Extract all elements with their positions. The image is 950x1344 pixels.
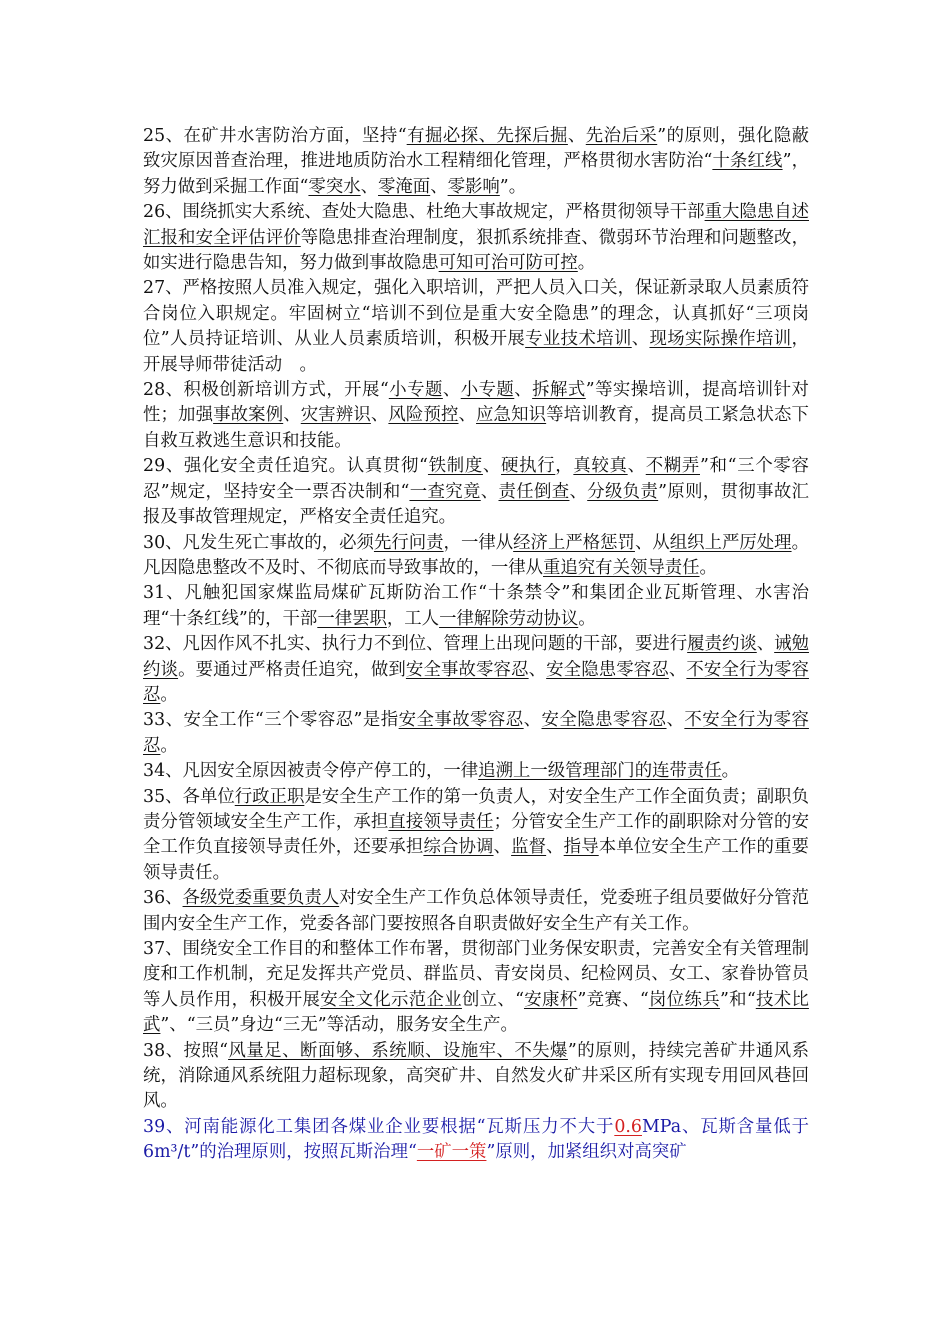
text-run: 29、强化安全责任追究。认真贯彻“ xyxy=(143,456,428,477)
text-run: 、 xyxy=(523,710,542,731)
paragraph-28 xyxy=(143,378,809,454)
underlined-term: 铁制度 xyxy=(427,456,483,477)
underlined-term: 现场实际操作培训 xyxy=(649,329,792,350)
text-run: 28、积极创新培训方式，开展“ xyxy=(143,380,389,401)
text-run: 、 xyxy=(442,380,461,401)
paragraph-25 xyxy=(143,124,809,200)
text-run: ， xyxy=(555,456,574,477)
text-run: 、 xyxy=(569,481,588,502)
paragraph-39 xyxy=(143,1115,809,1166)
text-run: 。 xyxy=(160,735,178,756)
text-run: 、 xyxy=(360,176,379,197)
underlined-term: 可知可治可防可控 xyxy=(438,253,578,274)
text-run: 、从 xyxy=(634,532,670,553)
text-run: 、 xyxy=(631,329,650,350)
text-run: 36、 xyxy=(143,888,183,909)
text-run: 。 xyxy=(160,684,178,705)
text-run: ”等实操培训，提高培训针对性；加强 xyxy=(143,380,809,426)
text-run: ”，努力做到采掘工作面“ xyxy=(143,151,809,197)
paragraph-27 xyxy=(143,276,809,378)
underlined-term: 经济上严格惩罚 xyxy=(513,532,635,553)
text-run: 。 xyxy=(721,761,740,782)
underlined-term: 0.6 xyxy=(614,1116,642,1137)
underlined-term: 拆解式 xyxy=(532,380,586,401)
text-run: 27、严格按照人员准入规定，强化入职培训，严把人员入口关，保证新录取人员素质符合岗位入职规定。牢固树立“培训不到位是重大安全隐患”的理念，认真抓好“三项岗位”人员持证培训、从业人员素质培训，积极开展 xyxy=(143,278,809,350)
underlined-term: 组织上严厉处理 xyxy=(669,532,792,553)
text-run: 、 xyxy=(370,405,389,426)
underlined-term: 硬执行 xyxy=(501,456,556,477)
underlined-term: 风险预控 xyxy=(388,405,459,426)
text-run: 等培训教育，提高员工紧急状态下自救互救逃生意识和技能。 xyxy=(143,405,809,451)
text-run: 、 xyxy=(458,405,477,426)
paragraph-26 xyxy=(143,200,809,276)
text-run: 、 xyxy=(493,837,512,858)
text-run: ”的原则，强化隐蔽致灾原因普查治理，推进地质防治水工程精细化管理，严格贯彻水害防治“ xyxy=(143,126,809,172)
underlined-term: 分级负责 xyxy=(587,481,659,502)
underlined-term: 十条红线 xyxy=(712,151,783,172)
underlined-term: 真较真 xyxy=(573,456,628,477)
paragraph-38 xyxy=(143,1039,809,1115)
text-run: 34、凡因安全原因被责令停产停工的，一律 xyxy=(143,761,479,782)
text-run: 、 xyxy=(482,456,502,477)
underlined-term: 风量足、断面够、系统顺、设施牢、不失爆 xyxy=(228,1040,568,1061)
paragraph-31 xyxy=(143,581,809,632)
text-run: ”原则，加紧组织对高突矿 xyxy=(486,1142,687,1163)
text-run: 25、在矿井水害防治方面，坚持“ xyxy=(143,126,407,146)
underlined-term: 不安全行为零容忍 xyxy=(143,710,809,756)
text-run: ；分管安全生产工作的副职除对分管的安全工作负直接领导责任外，还要承担 xyxy=(143,811,809,858)
underlined-term: 履责约谈 xyxy=(687,634,757,655)
underlined-term: 监督 xyxy=(511,837,547,858)
text-run: 、 xyxy=(514,380,533,401)
text-run: ，一律从 xyxy=(443,532,514,553)
underlined-term: 事故案例 xyxy=(213,405,284,426)
underlined-term: 专业技术培训 xyxy=(525,329,632,350)
underlined-term: 零影响 xyxy=(447,176,500,197)
paragraph-32 xyxy=(143,632,809,708)
underlined-term: 一矿一策 xyxy=(416,1142,487,1163)
text-run: 等隐患排查治理制度，狠抓系统排查、微弱环节治理和问题整改，如实进行隐患告知，努力做到事故隐患 xyxy=(143,227,809,274)
underlined-term: 零淹面 xyxy=(378,176,431,197)
text-run: ”。 xyxy=(499,176,527,197)
text-run: 、 xyxy=(430,176,448,197)
text-run: ，工人 xyxy=(386,608,440,629)
text-run: ，开展导师带徒活动 。 xyxy=(143,329,809,375)
text-run: 是安全生产工作的第一负责人，对安全生产工作全面负责；副职负责分管领域安全生产工作，承担 xyxy=(143,786,809,832)
text-run: 37、围绕安全工作目的和整体工作布署，贯彻部门业务保安职责，完善安全有关管理制度和工作机制，充足发挥共产党员、群监员、青安岗员、纪检网员、女工、家眷协管员等人员作用，积极开展 xyxy=(143,939,809,1010)
text-run: 、 xyxy=(666,710,685,731)
underlined-term: 小专题 xyxy=(460,380,515,401)
paragraph-37 xyxy=(143,937,809,1039)
text-run: 。凡因隐患整改不及时、不彻底而导致事故的，一律从 xyxy=(143,532,809,578)
text-run: MPa、瓦斯含量低于6m³/t”的治理原则，按照瓦斯治理“ xyxy=(143,1116,809,1163)
text-run: ”和“三个零容忍”规定，坚持安全一票否决制和“ xyxy=(143,456,809,502)
underlined-term: 安全事故零容忍 xyxy=(405,659,529,680)
underlined-term: 先行问责 xyxy=(373,532,444,553)
underlined-term: 直接领导责任 xyxy=(388,811,494,832)
text-run: 35、各单位 xyxy=(143,786,235,807)
underlined-term: 安全隐患零容忍 xyxy=(541,710,667,731)
text-run: 、 xyxy=(546,837,564,858)
underlined-term: 责任倒查 xyxy=(498,481,570,502)
text-run: 39、河南能源化工集团各煤业企业要根据“瓦斯压力不大于 xyxy=(143,1116,615,1137)
underlined-term: 重大隐患自述汇报和安全评估评价 xyxy=(143,202,809,248)
underlined-term: 安全文化示范企业 xyxy=(320,989,462,1010)
paragraph-29 xyxy=(143,454,809,530)
underlined-term: 小专题 xyxy=(388,380,443,401)
underlined-term: 安全事故零容忍 xyxy=(398,710,524,731)
text-run: 30、凡发生死亡事故的，必须 xyxy=(143,532,374,553)
paragraph-35 xyxy=(143,785,809,887)
text-run: 。 xyxy=(578,608,596,629)
underlined-term: 零突水 xyxy=(308,176,361,197)
text-run: ”和“ xyxy=(719,989,756,1010)
text-run: ”原则，贯彻事故汇报及事故管理规定，严格安全责任追究。 xyxy=(143,481,809,528)
underlined-term: 技术比武 xyxy=(143,989,809,1036)
text-run: 、 xyxy=(627,456,646,477)
paragraph-30 xyxy=(143,531,809,582)
text-run: 、 xyxy=(756,634,775,655)
underlined-term: 岗位练兵 xyxy=(648,989,720,1010)
underlined-term: 行政正职 xyxy=(234,786,305,807)
underlined-term: 应急知识 xyxy=(476,405,547,426)
text-run: 本单位安全生产工作的重要领导责任。 xyxy=(143,837,809,883)
underlined-term: 安康杯 xyxy=(523,989,578,1010)
underlined-term: 一律罢职 xyxy=(317,608,387,629)
text-run: 、 xyxy=(567,126,586,146)
underlined-term: 各级党委重要负责人 xyxy=(182,888,340,909)
text-run: 创立、“ xyxy=(461,989,524,1010)
paragraph-36 xyxy=(143,886,809,937)
underlined-term: 不安全行为零容忍 xyxy=(143,659,809,705)
paragraph-34 xyxy=(143,759,809,784)
text-run: 33、安全工作“三个零容忍”是指 xyxy=(143,710,399,731)
document-page xyxy=(143,124,809,1166)
underlined-term: 一律解除劳动协议 xyxy=(439,608,579,629)
text-run: 。要通过严格责任追究，做到 xyxy=(178,659,406,680)
text-run: 、 xyxy=(528,659,547,680)
underlined-term: 灾害辨识 xyxy=(300,405,371,426)
paragraph-33 xyxy=(143,708,809,759)
text-run: ”竞赛、“ xyxy=(577,989,649,1010)
text-run: 。 xyxy=(577,253,596,274)
underlined-term: 有掘必探、先探后掘 xyxy=(406,126,568,146)
underlined-term: 综合协调 xyxy=(423,837,494,858)
underlined-term: 追溯上一级管理部门的连带责任 xyxy=(478,761,722,782)
text-run: 38、按照“ xyxy=(143,1040,229,1061)
text-run: 、 xyxy=(283,405,301,426)
text-run: 31、凡触犯国家煤监局煤矿瓦斯防治工作“十条禁令”和集团企业瓦斯管理、水害治理“十条红线”的，干部 xyxy=(143,583,809,629)
text-run: 、 xyxy=(668,659,687,680)
text-run: 。 xyxy=(699,557,717,578)
text-run: ”、“三员”身边“三无”等活动，服务安全生产。 xyxy=(160,1015,518,1036)
underlined-term: 重追究有关领导责任 xyxy=(543,557,700,578)
underlined-term: 一查究竟 xyxy=(409,481,481,502)
text-run: ”的原则，持续完善矿井通风系统，消除通风系统阻力超标现象，高突矿井、自然发火矿井采区所有实现专用回风巷回风。 xyxy=(143,1040,809,1112)
underlined-term: 安全隐患零容忍 xyxy=(546,659,669,680)
text-run: 对安全生产工作负总体领导责任，党委班子组员要做好分管范围内安全生产工作，党委各部门要按照各自职责做好安全生产有关工作。 xyxy=(143,888,809,934)
text-run: 26、围绕抓实大系统、查处大隐患、杜绝大事故规定，严格贯彻领导干部 xyxy=(143,202,705,223)
underlined-term: 指导 xyxy=(563,837,599,858)
text-run: 、 xyxy=(480,481,499,502)
underlined-term: 先治后采 xyxy=(585,126,658,146)
underlined-term: 不糊弄 xyxy=(645,456,700,477)
underlined-term: 诫勉约谈 xyxy=(143,634,809,680)
text-run: 32、凡因作风不扎实、执行力不到位、管理上出现问题的干部，要进行 xyxy=(143,634,688,655)
